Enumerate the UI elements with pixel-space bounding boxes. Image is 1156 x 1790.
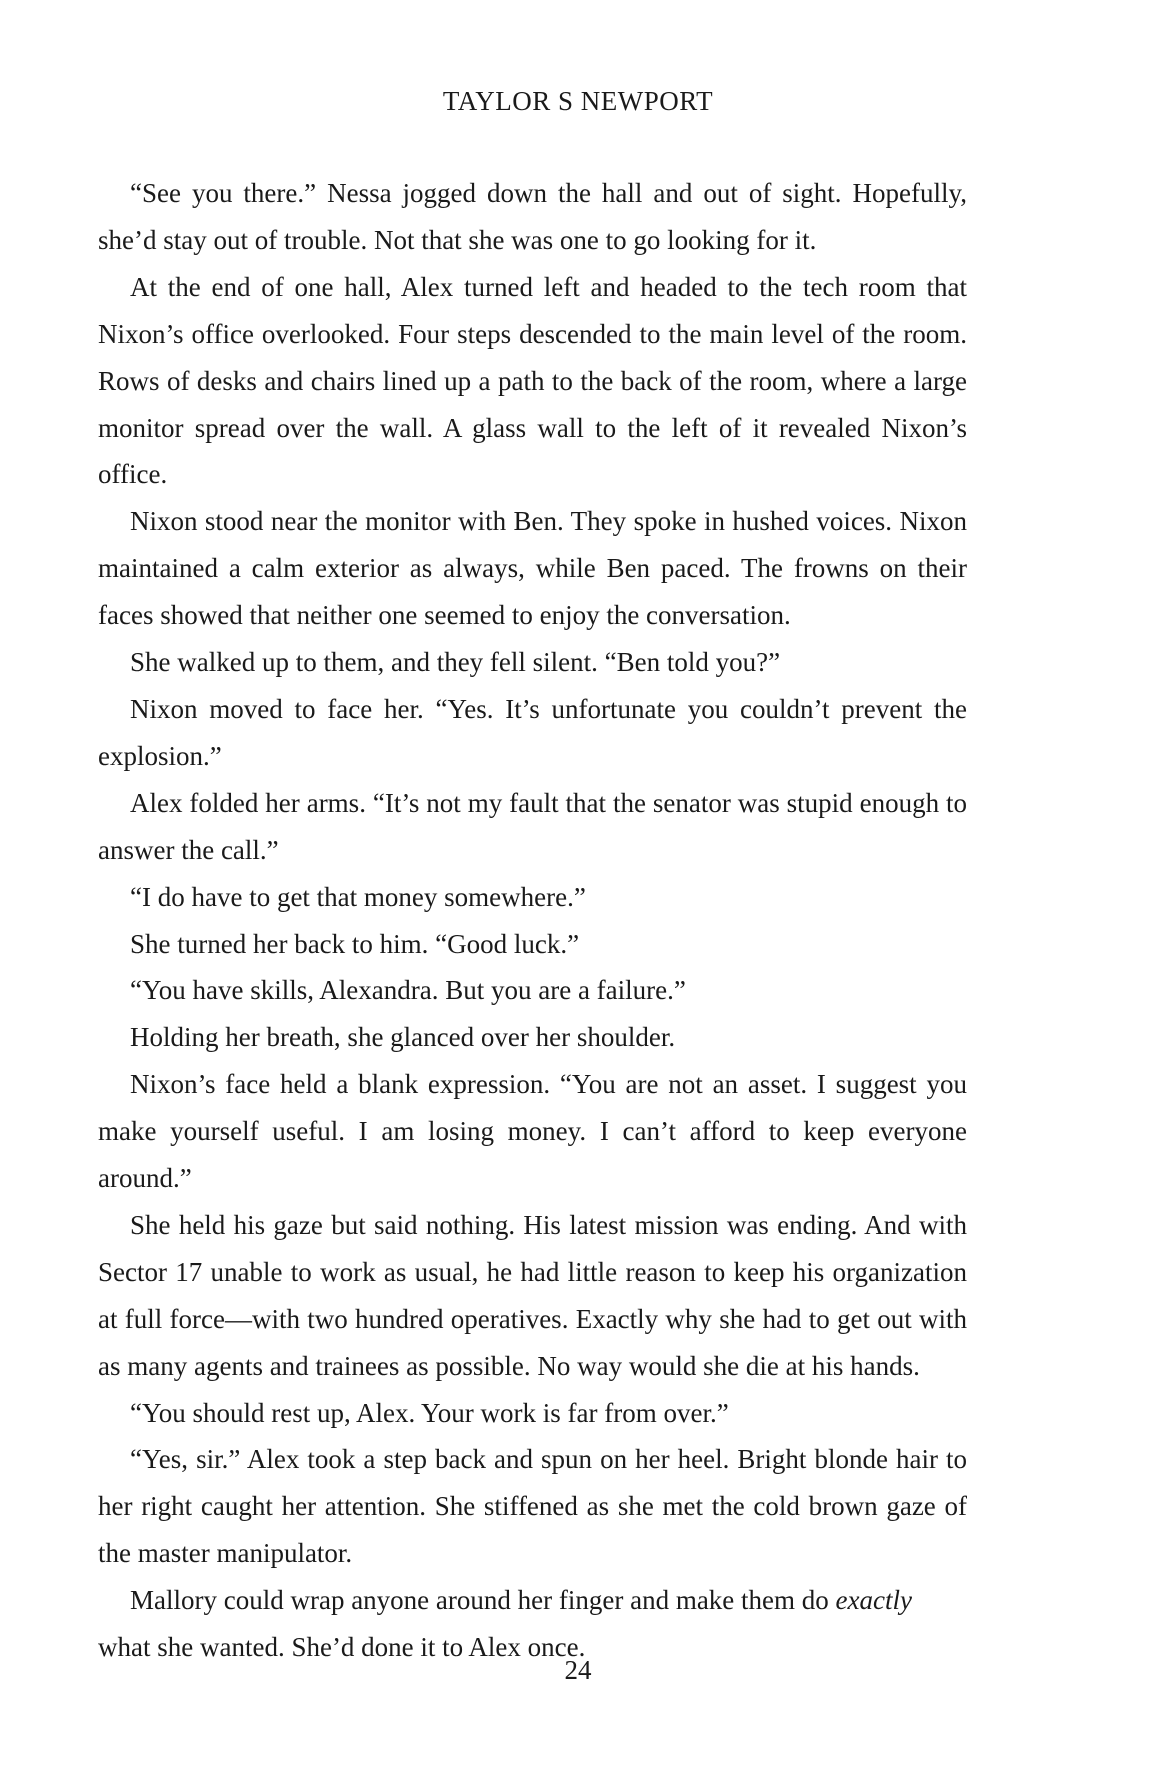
paragraph: Nixon stood near the monitor with Ben. They spoke in hushed voices. Nixon maintained a calm exterior as always, while Ben paced. The frowns on their faces showed that neither one seemed to enjoy the conversation. xyxy=(98,506,967,631)
page-number: 24 xyxy=(564,1655,592,1685)
paragraph: “I do have to get that money somewhere.” xyxy=(130,881,586,912)
paragraph: “See you there.” Nessa jogged down the hall and out of sight. Hopefully, she’d stay out of trouble. Not that she was one to go looking for it. xyxy=(98,178,967,255)
final-paragraph-start: Mallory could wrap anyone around her finger and make them do xyxy=(130,1585,836,1616)
paragraph: Nixon moved to face her. “Yes. It’s unfortunate you couldn’t prevent the explosion.” xyxy=(98,693,967,771)
paragraph: “You have skills, Alexandra. But you are a failure.” xyxy=(130,975,686,1006)
paragraph: At the end of one hall, Alex turned left and headed to the tech room that Nixon’s office overlooked. Four steps descended to the main level of the room. Rows of desks and chairs lined up a path to the back of the room, where a large monitor spread over the wall. A glass wall to the left of it revealed Nixon’s office. xyxy=(98,271,967,490)
paragraph: Nixon’s face held a blank expression. “You are not an asset. I suggest you make yourself useful. I am losing money. I can’t afford to keep everyone around.” xyxy=(98,1069,967,1194)
final-paragraph-end: what she wanted. She’d done it to Alex once. xyxy=(98,1632,586,1663)
paragraph: “Yes, sir.” Alex took a step back and spun on her heel. Bright blonde hair to her right caught her attention. She stiffened as she met the cold brown gaze of the master manipulator. xyxy=(98,1444,967,1569)
paragraph: “You should rest up, Alex. Your work is far from over.” xyxy=(130,1397,729,1428)
paragraph: She walked up to them, and they fell silent. “Ben told you?” xyxy=(130,647,781,678)
running-head: TAYLOR S NEWPORT xyxy=(442,86,714,116)
paragraph: Holding her breath, she glanced over her shoulder. xyxy=(130,1022,676,1053)
paragraph: Alex folded her arms. “It’s not my fault that the senator was stupid enough to answer the call.” xyxy=(98,787,967,865)
body-text xyxy=(98,170,967,1671)
italic-emphasis: exactly xyxy=(835,1585,912,1616)
paragraph: She held his gaze but said nothing. His latest mission was ending. And with Sector 17 unable to work as usual, he had little reason to keep his organization at full force—with two hundred operatives. Exactly why she had to get out with as many agents and trainees as possible. No way would she die at his hands. xyxy=(98,1209,967,1381)
paragraph: She turned her back to him. “Good luck.” xyxy=(130,928,580,959)
